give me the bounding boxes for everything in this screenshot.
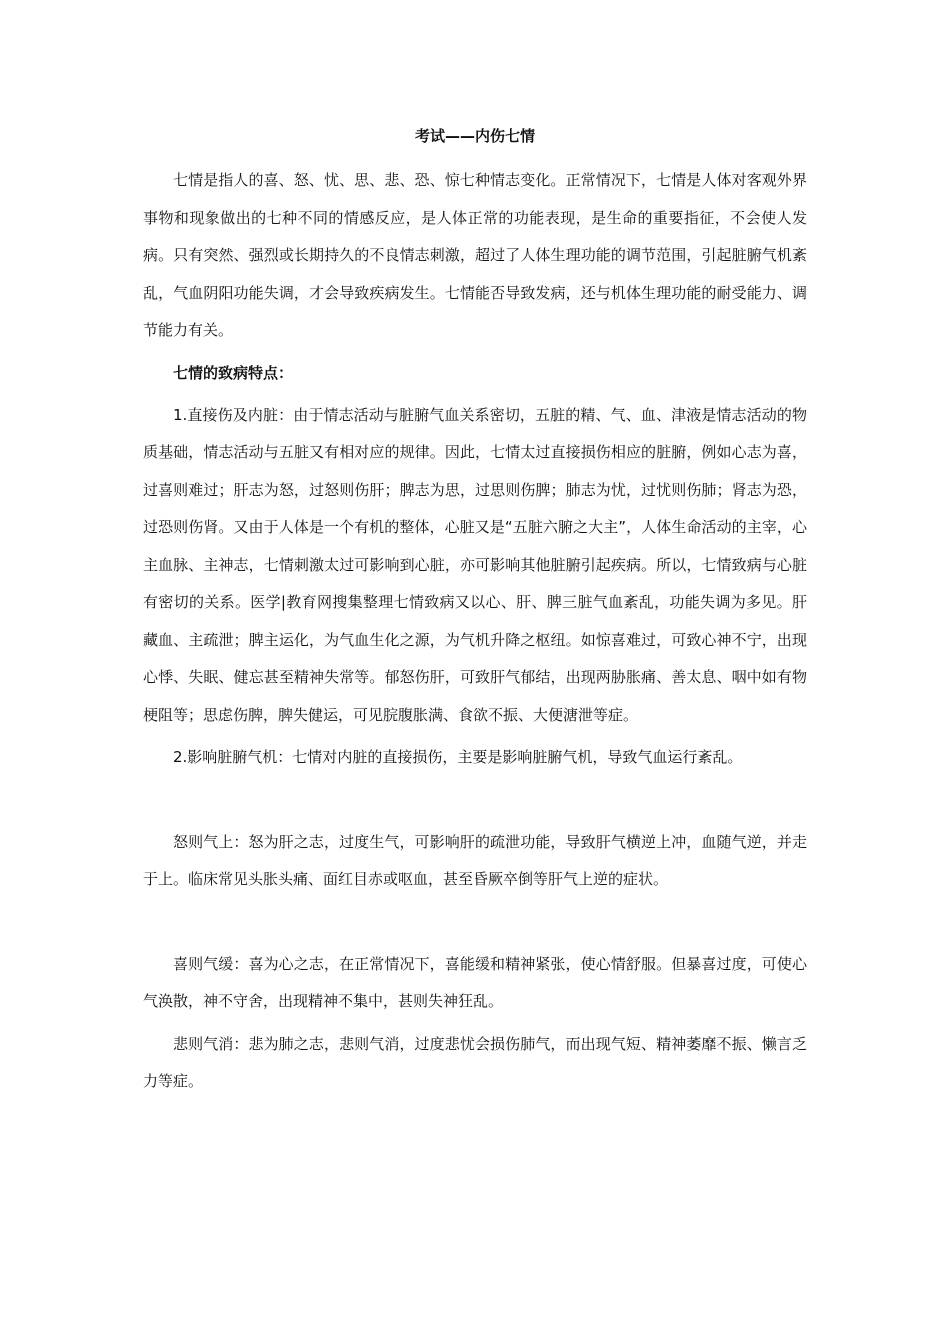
section-heading: 七情的致病特点：: [173, 363, 294, 382]
document-title: 考试——内伤七情: [414, 127, 535, 145]
grief-paragraph: 悲则气消：悲为肺之志，悲则气消，过度悲忧会损伤肺气，而出现气短、精神萎靡不振、懒言乏力等症。: [143, 1034, 807, 1090]
blank-line: [143, 904, 807, 946]
document-body: [143, 124, 807, 1106]
intro-paragraph: 七情是指人的喜、怒、忧、思、悲、恐、惊七种情志变化。正常情况下，七情是人体对客观外界事物和现象做出的七种不同的情感反应，是人体正常的功能表现，是生命的重要指征，不会使人发病。只有突然、强烈或长期持久的不良情志刺激，超过了人体生理功能的调节范围，引起脏腑气机紊乱，气血阴阳功能失调，才会导致疾病发生。七情能否导致发病，还与机体生理功能的耐受能力、调节能力有关。: [143, 171, 807, 339]
point-2-paragraph: 2.影响脏腑气机：七情对内脏的直接损伤，主要是影响脏腑气机，导致气血运行紊乱。: [173, 748, 743, 766]
joy-paragraph: 喜则气缓：喜为心之志，在正常情况下，喜能缓和精神紧张，使心情舒服。但暴喜过度，可使心气涣散，神不守舍，出现精神不集中，甚则失神狂乱。: [143, 954, 807, 1010]
anger-paragraph: 怒则气上：怒为肝之志，过度生气，可影响肝的疏泄功能，导致肝气横逆上冲，血随气逆，并走于上。临床常见头胀头痛、面红目赤或呕血，甚至昏厥卒倒等肝气上逆的症状。: [143, 832, 807, 888]
point-1-paragraph: 1.直接伤及内脏：由于情志活动与脏腑气血关系密切，五脏的精、气、血、津液是情志活动的物质基础，情志活动与五脏又有相对应的规律。因此，七情太过直接损伤相应的脏腑，例如心志为喜，过喜则难过；肝志为怒，过怒则伤肝；脾志为思，过思则伤脾；肺志为忧，过忧则伤肺；肾志为恐，过恐则伤肾。又由于人体是一个有机的整体，心脏又是“五脏六腑之大主”，人体生命活动的主宰，心主血脉、主神志，七情刺激太过可影响到心脏，亦可影响其他脏腑引起疾病。所以，七情致病与心脏有密切的关系。医学|教育网搜集整理七情致病又以心、肝、脾三脏气血紊乱，功能失调为多见。肝藏血、主疏泄；脾主运化，为气血生化之源，为气机升降之枢纽。如惊喜难过，可致心神不宁，出现心悸、失眠、健忘甚至精神失常等。郁怒伤肝，可致肝气郁结，出现两胁胀痛、善太息、咽中如有物梗阻等；思虑伤脾，脾失健运，可见脘腹胀满、食欲不振、大便溏泄等症。: [143, 405, 807, 724]
blank-line: [143, 782, 807, 824]
